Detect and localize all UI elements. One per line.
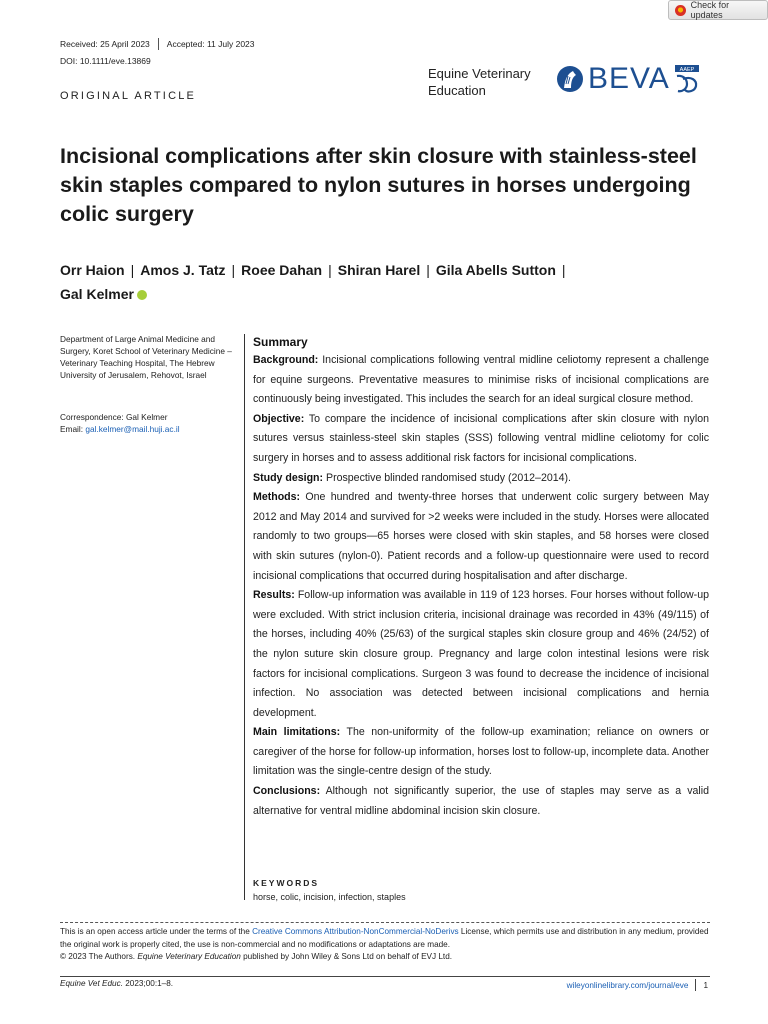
- author-name[interactable]: Shiran Harel: [337, 262, 421, 278]
- summary-section-background: [253, 351, 709, 410]
- affiliation: Department of Large Animal Medicine and Surgery, Koret School of Veterinary Medicine – Veterinary Teaching Hospital, The Hebrew University of Jerusalem, Rehovot, Israel: [60, 334, 232, 380]
- author-name[interactable]: Gal Kelmer: [60, 286, 134, 302]
- dates-divider: [158, 38, 159, 50]
- footer-separator: [695, 979, 696, 991]
- license-pre: This is an open access article under the terms of the: [60, 927, 250, 936]
- section-label: Results:: [253, 589, 295, 602]
- journal-url-link[interactable]: wileyonlinelibrary.com/journal/eve: [566, 980, 689, 990]
- beva-wordmark: BEVA: [588, 62, 670, 95]
- journal-name-line1: Equine Veterinary: [428, 66, 531, 81]
- author-separator: |: [231, 262, 236, 278]
- summary-section-results: [253, 586, 709, 723]
- copyright-post: published by John Wiley & Sons Ltd on behalf of EVJ Ltd.: [243, 952, 453, 961]
- received-date: Received: 25 April 2023: [60, 39, 150, 49]
- dotted-divider: [60, 922, 710, 923]
- keywords-list: horse, colic, incision, infection, staples: [253, 892, 406, 902]
- license-link[interactable]: Creative Commons Attribution-NonCommercial-NoDerivs: [252, 927, 459, 936]
- page-number: 1: [703, 980, 708, 990]
- section-text: To compare the incidence of incisional complications after skin closure with nylon sutures versus stainless-steel skin staples (SSS) following ventral midline celiotomy for colic surgery in horses and to assess additional risk factors for incisional complications.: [253, 412, 709, 464]
- section-label: Background:: [253, 354, 319, 366]
- author-name[interactable]: Amos J. Tatz: [140, 262, 226, 278]
- column-divider: [244, 334, 245, 900]
- article-title: Incisional complications after skin closure with stainless-steel skin staples compared to nylon sutures in horses undergoing colic surgery: [60, 144, 697, 226]
- footer-right: [567, 979, 708, 991]
- section-text: Prospective blinded randomised study (2012–2014).: [326, 471, 571, 484]
- aaep-badge-text: AAEP: [679, 67, 695, 73]
- journal-name-line2: Education: [428, 83, 486, 98]
- orcid-icon[interactable]: [137, 290, 147, 300]
- correspondence-name: Gal Kelmer: [125, 412, 168, 422]
- author-separator: |: [130, 262, 135, 278]
- copyright-journal: Equine Veterinary Education: [137, 952, 241, 961]
- author-separator: |: [561, 262, 566, 278]
- correspondence-label: Correspondence:: [60, 412, 124, 422]
- section-label: Main limitations:: [253, 726, 341, 739]
- beva-logo: [556, 62, 700, 96]
- citation: [60, 979, 173, 988]
- section-label: Conclusions:: [253, 785, 321, 798]
- summary-section-methods: [253, 488, 709, 586]
- section-text: Although not significantly superior, the use of staples may serve as a valid alternative for ventral midline abdominal incision skin closure.: [253, 785, 709, 817]
- citation-journal: Equine Vet Educ.: [60, 979, 123, 988]
- summary-section-study-design: [253, 469, 709, 489]
- crossmark-icon: [675, 5, 686, 16]
- doi[interactable]: DOI: 10.1111/eve.13869: [60, 56, 151, 66]
- author-list: [60, 258, 700, 306]
- section-text: One hundred and twenty-three horses that underwent colic surgery between May 2012 and May 2014 and survived for >2 weeks were included in the study. Horses were allocated randomly to two groups—65 horses were closed with skin staples, and 58 horses were closed with skin sutures (nylon-0). Patient records and a follow-up questionnaire were used to record incisional complications that occurred during hospitalisation and after discharge.: [253, 491, 709, 582]
- section-label: Objective:: [253, 412, 305, 425]
- accepted-date: Accepted: 11 July 2023: [166, 39, 255, 49]
- license-post: License, which permits use and distribution in any medium, provided the original work is properly cited, the use is non-commercial and no modifications or adaptations are made.: [60, 927, 709, 949]
- summary-section-objective: [253, 410, 709, 469]
- author-separator: |: [328, 262, 332, 278]
- citation-rest: 2023;00:1–8.: [125, 979, 174, 988]
- email-label: Email:: [60, 424, 84, 434]
- journal-name: [428, 65, 531, 99]
- section-label: Study design:: [253, 471, 324, 484]
- footer-divider: [60, 976, 710, 977]
- keywords-heading: KEYWORDS: [253, 878, 320, 888]
- copyright-pre: © 2023 The Authors.: [60, 952, 136, 961]
- summary-section-conclusions: [253, 782, 709, 821]
- section-text: Follow-up information was available in 119 of 123 horses. Four horses without follow-up were excluded. With strict inclusion criteria, incisional drainage was recorded in 43% (49/115) of the horses, including 40% (25/63) of the surgical staples skin closure group and 46% (24/52) of the nylon suture skin closure group. Pregnancy and large colon intestinal lesions were risk factors for incisional complications. Surgeon 3 was found to decrease the incidence of incisional infection. No association was detected between incisional complications and hernia development.: [253, 589, 709, 719]
- section-label: Methods:: [253, 491, 301, 504]
- summary: [253, 333, 709, 821]
- article-type: ORIGINAL ARTICLE: [60, 90, 197, 102]
- section-text: Incisional complications following ventral midline celiotomy represent a challenge for equine surgeons. Preventative measures to minimise risks of incisional complications are continuously being investigated. This includes the search for an ideal surgical closure method.: [253, 354, 709, 406]
- summary-section-limitations: [253, 723, 709, 782]
- email-link[interactable]: gal.kelmer@mail.huji.ac.il: [85, 424, 180, 434]
- summary-heading: Summary: [253, 335, 308, 349]
- section-text: The non-uniformity of the follow-up examination; reliance on owners or caregiver of the horse for follow-up information, horses lost to follow-up, incomplete data. Another limitation was the single-centre design of the study.: [253, 726, 709, 778]
- author-name[interactable]: Gila Abells Sutton: [435, 262, 556, 278]
- open-access-notice: [60, 926, 710, 964]
- author-name[interactable]: Orr Haion: [60, 262, 125, 278]
- aaep-badge-icon: [674, 64, 700, 94]
- author-name[interactable]: Roee Dahan: [241, 262, 323, 278]
- horse-head-icon: [556, 64, 584, 94]
- check-for-updates-label: Check for updates: [690, 0, 730, 20]
- dates-row: [60, 38, 255, 50]
- check-for-updates-button[interactable]: [668, 0, 768, 20]
- author-separator: |: [426, 262, 430, 278]
- correspondence: [60, 411, 236, 435]
